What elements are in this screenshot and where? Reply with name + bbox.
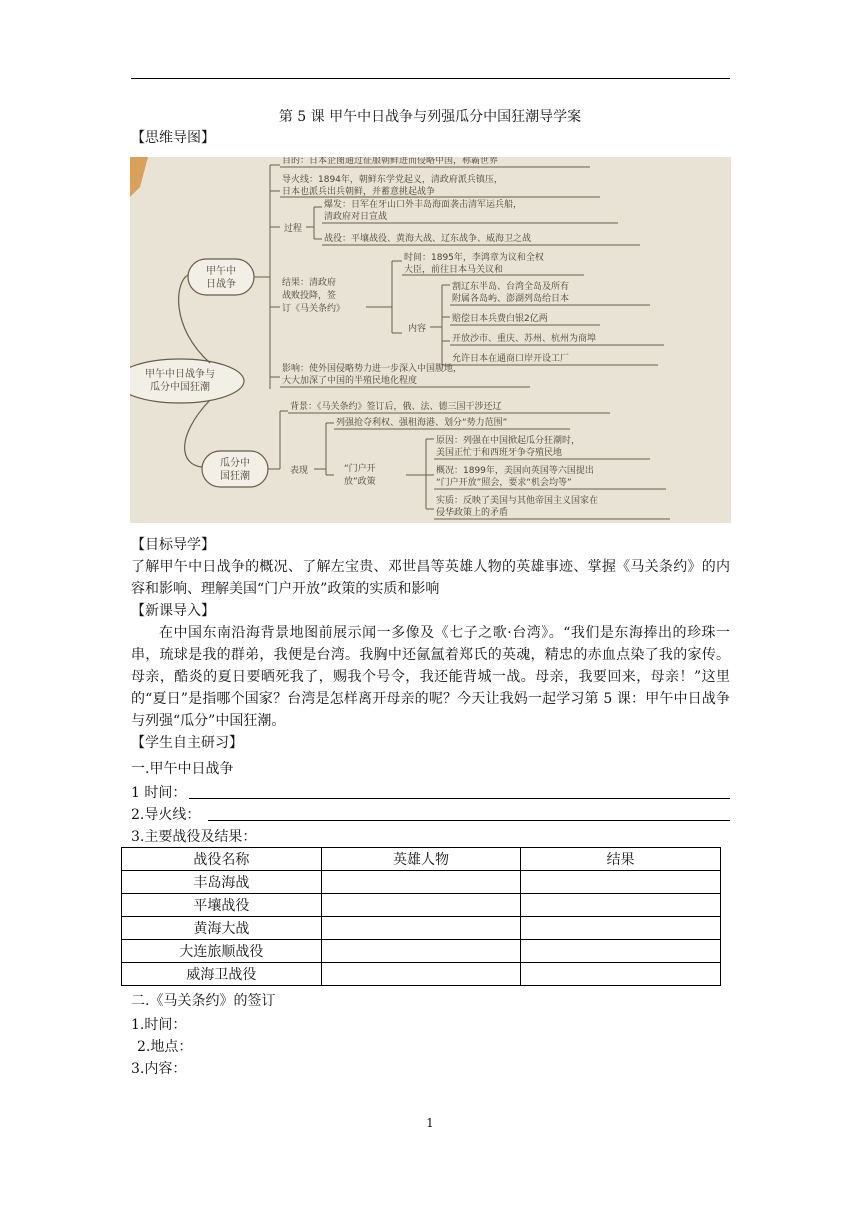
mindmap-image [130, 157, 731, 523]
mm-od-reason-1: 原因：列强在中国掀起瓜分狂潮时， [436, 436, 581, 446]
mm-impact-2: 大大加深了中国的半殖民地化程度 [282, 376, 418, 386]
mm-treaty-time-2: 大臣，前往日本马关议和 [404, 265, 504, 275]
page-number: 1 [426, 1116, 434, 1130]
table-row [122, 963, 721, 986]
battle-name-cell: 丰岛海战 [122, 871, 322, 894]
mm-outbreak-1: 爆发：日军在牙山口外丰岛海面袭击清军运兵船， [324, 200, 523, 210]
goals-text: 了解甲午中日战争的概况、了解左宝贵、邓世昌等英雄人物的英雄事迹、掌握《马关条约》的内容和影响、理解美国“门户开放”政策的实质和影响 [131, 559, 730, 597]
p2-q3-content: 3.内容： [131, 1061, 187, 1077]
mm-c4: 允许日本在通商口岸开设工厂 [452, 354, 570, 364]
mm-scramble: 列强抢夺利权、强租海港、划分“势力范围” [336, 418, 508, 428]
mm-od-essence-2: 侵华政策上的矛盾 [436, 508, 509, 518]
q2-fuse-label: 2.导火线： [131, 807, 201, 823]
table-row [122, 917, 721, 940]
mindmap-svg [130, 157, 731, 523]
open-door-bracket [406, 439, 434, 509]
q1-time-blank[interactable] [189, 798, 730, 799]
mm-result-1: 结果：清政府 [282, 278, 337, 288]
mindmap-heading: 【思维导图】 [131, 130, 215, 146]
page-title: 第 5 课 甲午中日战争与列强瓜分中国狂潮导学案 [278, 109, 582, 125]
mm-open-door-2: 放”政策 [344, 477, 376, 487]
mm-od-overview-1: 概况：1899年，美国向英国等六国提出 [436, 466, 594, 476]
show-bracket [314, 423, 334, 475]
mm-fuse-2: 日本也派兵出兵朝鲜，并蓄意挑起战争 [282, 187, 436, 197]
mm-od-overview-2: “门户开放”照会，要求“机会均等” [436, 478, 572, 488]
part2-heading: 二.《马关条约》的签订 [131, 993, 276, 1009]
branch1-bracket [254, 165, 280, 389]
result-cell[interactable] [521, 894, 721, 917]
q1-time-label: 1 时间： [131, 785, 187, 801]
mm-outbreak-2: 清政府对日宣战 [324, 212, 388, 222]
battles-table [121, 847, 721, 986]
intro-heading: 【新课导入】 [131, 603, 215, 619]
mm-impact-1: 影响：使外国侵略势力进一步深入中国腹地， [282, 364, 463, 374]
p2-q2-place: 2.地点： [137, 1039, 193, 1055]
study-heading: 【学生自主研习】 [131, 735, 243, 751]
hero-cell[interactable] [321, 917, 521, 940]
mm-open-door-1: “门户开 [344, 464, 376, 474]
mm-fuse-1: 导火线：1894年，朝鲜东学党起义，清政府派兵镇压， [282, 175, 503, 185]
mm-treaty-time-1: 时间：1895年，李鸿章为议和全权 [404, 253, 544, 263]
battle-name-cell: 平壤战役 [122, 894, 322, 917]
mm-result-2: 战败投降，签 [282, 291, 337, 301]
q3-battles-label: 3.主要战役及结果： [131, 829, 257, 845]
result-bracket [366, 261, 402, 333]
content-bracket [430, 285, 450, 365]
mm-show-label: 表现 [290, 466, 309, 476]
branch2-line-2: 国狂潮 [220, 471, 250, 482]
header-rule [131, 78, 730, 79]
mm-process-label: 过程 [284, 224, 303, 234]
process-bracket [306, 207, 322, 239]
intro-text: 在中国东南沿海背景地图前展示闻一多像及《七子之歌·台湾》。“我们是东海捧出的珍珠一串，琉球是我的群弟，我便是台湾。我胸中还氤氲着郑氏的英魂，精忠的赤血点染了我的家传。母亲，酷炎的夏日要晒死我了，赐我个号令，我还能背城一战。母亲，我要回来，母亲！”这里的“夏日”是指哪个国家？台湾是怎样离开母亲的呢？今天让我妈一起学习第 5 课：甲午中日战争与列强“瓜分”中国狂潮。 [131, 625, 730, 729]
result-cell[interactable] [521, 940, 721, 963]
header-battle-name: 战役名称 [122, 848, 322, 871]
result-cell[interactable] [521, 963, 721, 986]
part1-heading: 一.甲午中日战争 [131, 761, 234, 777]
table-row [122, 940, 721, 963]
table-header-row [122, 848, 721, 871]
goals-heading: 【目标导学】 [131, 537, 215, 553]
hero-cell[interactable] [321, 894, 521, 917]
corner-decoration [130, 157, 148, 197]
mm-result-3: 订《马关条约》 [282, 304, 346, 314]
result-cell[interactable] [521, 871, 721, 894]
hero-cell[interactable] [321, 963, 521, 986]
branch1-line-1: 甲午中 [206, 266, 236, 277]
mm-od-essence-1: 实质：反映了美国与其他帝国主义国家在 [436, 496, 599, 506]
branch2-bracket [268, 411, 288, 469]
root-line-2: 瓜分中国狂潮 [150, 382, 210, 393]
root-node [130, 359, 244, 403]
mm-od-reason-2: 美国正忙于和西班牙争夺殖民地 [436, 448, 563, 458]
root-line-1: 甲午中日战争与 [145, 369, 215, 380]
hero-cell[interactable] [321, 871, 521, 894]
header-hero: 英雄人物 [321, 848, 521, 871]
mm-content-label: 内容 [408, 324, 427, 334]
header-result: 结果 [521, 848, 721, 871]
table-row [122, 894, 721, 917]
battle-name-cell: 威海卫战役 [122, 963, 322, 986]
p2-q1-time: 1.时间： [131, 1017, 187, 1033]
branch2-line-1: 瓜分中 [220, 458, 250, 469]
battle-name-cell: 黄海大战 [122, 917, 322, 940]
mm-purpose: 目的：日本企图通过征服朝鲜进而侵略中国，称霸世界 [282, 157, 499, 166]
branch1-line-2: 日战争 [206, 279, 236, 290]
mm-battles: 战役：平壤战役、黄海大战、辽东战争、威海卫之战 [324, 234, 532, 244]
mm-c1-2: 附属各岛屿、澎湖列岛给日本 [452, 294, 570, 304]
mm-background: 背景：《马关条约》签订后，俄、法、德三国干涉还辽 [290, 402, 502, 412]
mm-c2: 赔偿日本兵费白银2亿两 [452, 314, 548, 324]
q2-fuse-blank[interactable] [208, 820, 730, 821]
mm-c3: 开放沙市、重庆、苏州、杭州为商埠 [452, 334, 597, 344]
hero-cell[interactable] [321, 940, 521, 963]
result-cell[interactable] [521, 917, 721, 940]
battle-name-cell: 大连旅顺战役 [122, 940, 322, 963]
table-row [122, 871, 721, 894]
mm-c1-1: 割辽东半岛、台湾全岛及所有 [452, 282, 570, 292]
